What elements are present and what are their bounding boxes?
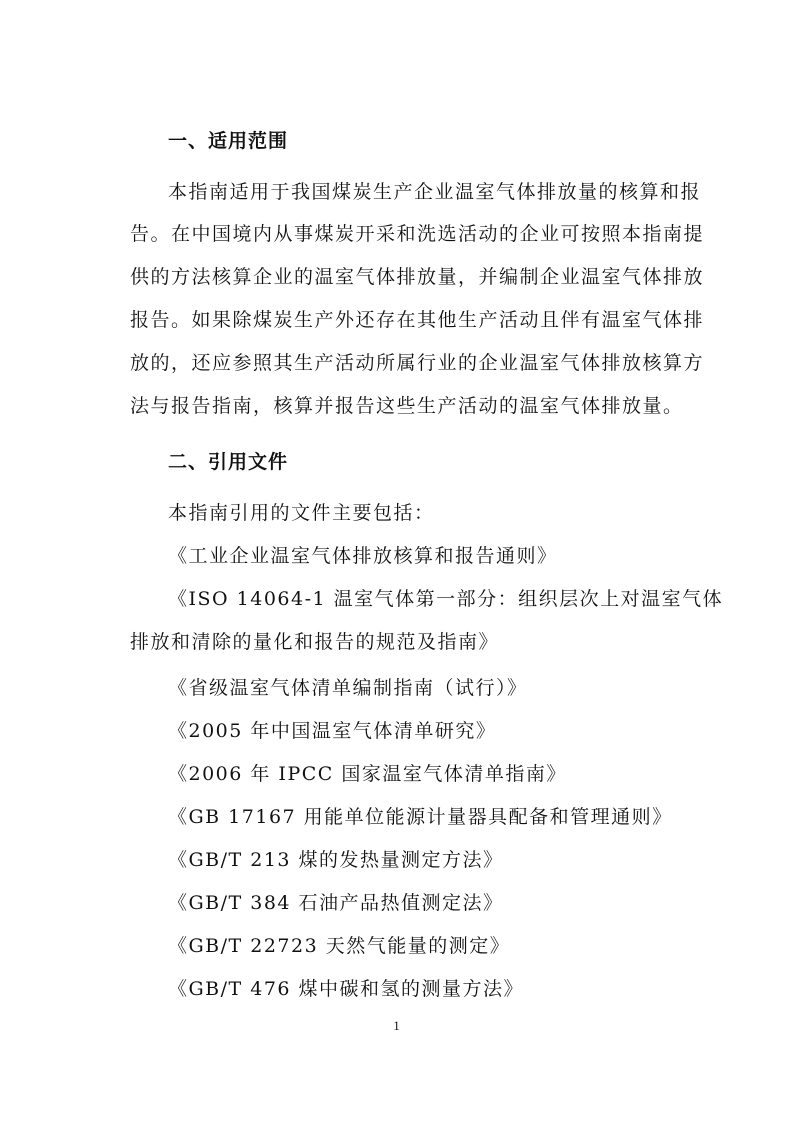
reference-item: 《2005 年中国温室气体清单研究》	[168, 720, 497, 742]
section-heading-references: 二、引用文件	[168, 451, 289, 473]
reference-item-continuation: 排放和清除的量化和报告的规范及指南》	[130, 631, 500, 653]
page-number: 1	[393, 1018, 400, 1033]
reference-item: 《工业企业温室气体排放核算和报告通则》	[168, 545, 558, 567]
reference-item: 《2006 年 IPCC 国家温室气体清单指南》	[168, 763, 567, 785]
reference-item: 《GB/T 213 煤的发热量测定方法》	[168, 849, 504, 871]
reference-item: 《GB 17167 用能单位能源计量器具配备和管理通则》	[168, 806, 673, 828]
reference-item: 《GB/T 476 煤中碳和氢的测量方法》	[168, 978, 525, 1000]
references-intro: 本指南引用的文件主要包括：	[168, 502, 435, 524]
reference-item: 《GB/T 22723 天然气能量的测定》	[168, 935, 511, 957]
paragraph-line: 本指南适用于我国煤炭生产企业温室气体排放量的核算和报	[168, 181, 702, 203]
paragraph-line: 供的方法核算企业的温室气体排放量，并编制企业温室气体排放	[130, 266, 705, 288]
reference-item: 《省级温室气体清单编制指南（试行）》	[168, 677, 528, 699]
paragraph-line: 法与报告指南，核算并报告这些生产活动的温室气体排放量。	[130, 395, 684, 417]
paragraph-line: 放的，还应参照其生产活动所属行业的企业温室气体排放核算方	[130, 352, 705, 374]
reference-item: 《GB/T 384 石油产品热值测定法》	[168, 892, 504, 914]
paragraph-line: 告。在中国境内从事煤炭开采和洗选活动的企业可按照本指南提	[130, 223, 705, 245]
paragraph-line: 报告。如果除煤炭生产外还存在其他生产活动且伴有温室气体排	[130, 309, 705, 331]
reference-item: 《ISO 14064-1 温室气体第一部分：组织层次上对温室气体	[168, 588, 724, 610]
section-heading-scope: 一、适用范围	[168, 130, 289, 152]
